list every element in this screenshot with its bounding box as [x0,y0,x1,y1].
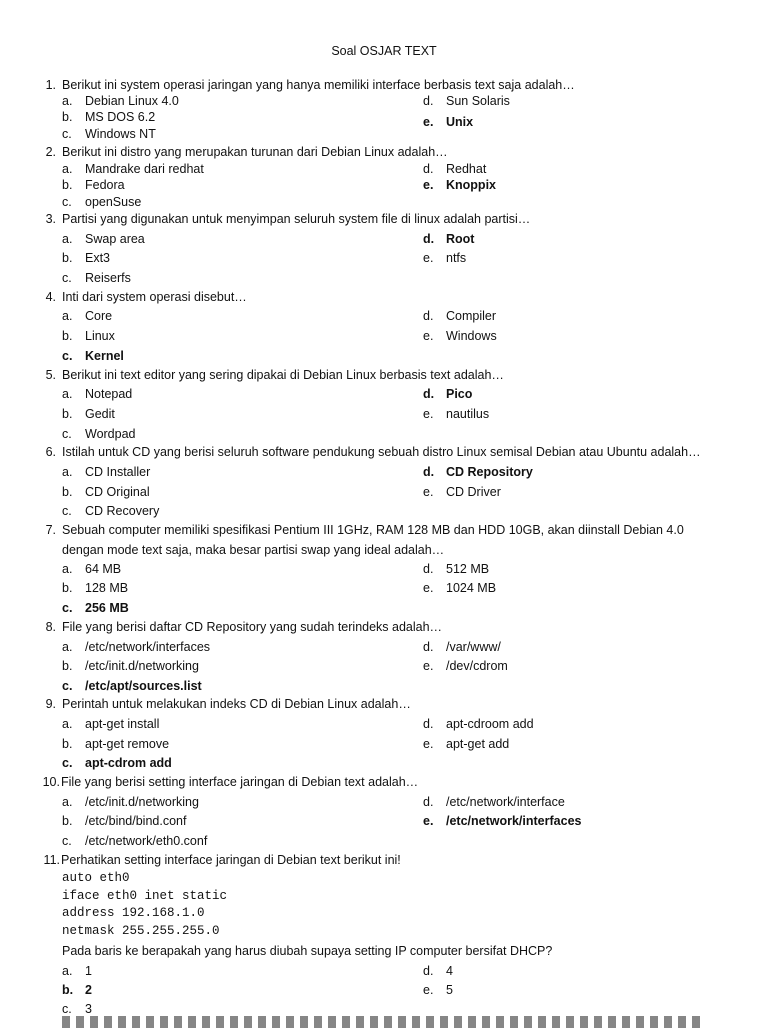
option-letter: a. [62,562,73,576]
answer-option-d[interactable] [423,387,472,401]
answer-option-d[interactable] [423,309,496,323]
question-text: File yang berisi daftar CD Repository yang sudah terindeks adalah… [62,620,443,634]
answer-option-c[interactable] [62,756,172,770]
answer-option-a[interactable] [62,640,210,654]
option-text: 512 MB [446,562,490,576]
answer-option-e[interactable] [423,329,497,343]
option-text: /etc/init.d/networking [85,795,199,809]
option-text: apt-get remove [85,737,170,751]
option-letter: d. [423,795,434,809]
option-text: Debian Linux 4.0 [85,94,179,108]
option-text: Unix [446,115,474,129]
question-number: 3. [45,212,56,226]
option-letter: d. [423,309,434,323]
answer-option-e[interactable] [423,659,508,673]
option-text: Knoppix [446,178,496,192]
option-letter: e. [423,115,434,129]
answer-option-c[interactable] [62,834,207,848]
config-code-line: netmask 255.255.255.0 [62,924,220,938]
answer-option-e[interactable] [423,407,489,421]
option-letter: c. [62,195,72,209]
answer-option-a[interactable] [62,465,150,479]
answer-option-c[interactable] [62,127,156,141]
option-text: 3 [85,1002,92,1016]
answer-option-e[interactable] [423,485,501,499]
option-letter: a. [62,387,73,401]
option-letter: e. [423,329,434,343]
option-text: CD Original [85,485,150,499]
option-letter: e. [423,737,434,751]
option-text: 256 MB [85,601,129,615]
question-text: Partisi yang digunakan untuk menyimpan seluruh system file di linux adalah partisi… [62,212,531,226]
option-letter: b. [62,329,73,343]
question-number: 1. [45,78,56,92]
answer-option-b[interactable] [62,329,115,343]
option-letter: e. [423,983,434,997]
answer-option-c[interactable] [62,349,124,363]
option-text: /etc/network/interfaces [85,640,211,654]
option-text: 64 MB [85,562,122,576]
option-text: Redhat [446,162,487,176]
answer-option-b[interactable] [62,581,128,595]
option-letter: b. [62,737,73,751]
option-text: Reiserfs [85,271,131,285]
answer-option-d[interactable] [423,162,486,176]
question-text: Berikut ini distro yang merupakan turunan dari Debian Linux adalah… [62,145,448,159]
option-text: Root [446,232,475,246]
option-text: Core [85,309,113,323]
option-letter: e. [423,581,434,595]
option-letter: e. [423,814,434,828]
answer-option-b[interactable] [62,407,115,421]
answer-option-e[interactable] [423,737,509,751]
answer-option-b[interactable] [62,178,125,192]
option-text: /etc/init.d/networking [85,659,199,673]
answer-option-a[interactable] [62,562,121,576]
option-text: /etc/bind/bind.conf [85,814,187,828]
option-text: apt-get add [446,737,510,751]
answer-option-c[interactable] [62,1002,92,1016]
question-text: Berikut ini text editor yang sering dipakai di Debian Linux berbasis text adalah… [62,368,504,382]
option-letter: a. [62,795,73,809]
answer-option-b[interactable] [62,814,186,828]
option-letter: c. [62,504,72,518]
question-number: 7. [45,523,56,537]
answer-option-d[interactable] [423,465,533,479]
answer-option-b[interactable] [62,110,155,124]
answer-option-c[interactable] [62,195,141,209]
question-followup-text: Pada baris ke berapakah yang harus diubah supaya setting IP computer bersifat DHCP? [62,944,553,958]
option-text: /var/www/ [446,640,501,654]
option-text: Fedora [85,178,125,192]
answer-option-d[interactable] [423,232,474,246]
option-text: CD Driver [446,485,501,499]
option-text: MS DOS 6.2 [85,110,156,124]
answer-option-e[interactable] [423,115,473,129]
option-letter: d. [423,964,434,978]
option-letter: b. [62,983,74,997]
option-letter: e. [423,485,434,499]
option-text: Swap area [85,232,145,246]
option-text: nautilus [446,407,490,421]
config-code-line: auto eth0 [62,871,130,885]
answer-option-d[interactable] [423,562,489,576]
answer-option-b[interactable] [62,737,169,751]
option-letter: d. [423,387,435,401]
answer-option-a[interactable] [62,717,159,731]
option-letter: b. [62,407,73,421]
option-letter: a. [62,964,73,978]
cut-off-text-line [62,1016,702,1028]
option-letter: b. [62,659,73,673]
option-letter: d. [423,640,434,654]
option-text: Wordpad [85,427,136,441]
answer-option-e[interactable] [423,814,581,828]
option-letter: c. [62,756,73,770]
answer-option-d[interactable] [423,640,501,654]
answer-option-a[interactable] [62,387,132,401]
answer-option-d[interactable] [423,795,565,809]
answer-option-a[interactable] [62,94,179,108]
option-text: 5 [446,983,453,997]
option-text: 1024 MB [446,581,497,595]
answer-option-e[interactable] [423,983,453,997]
question-text: dengan mode text saja, maka besar partisi swap yang ideal adalah… [62,543,445,557]
option-letter: a. [62,640,73,654]
config-code-line: address 192.168.1.0 [62,906,205,920]
option-text: 128 MB [85,581,129,595]
option-text: 4 [446,964,453,978]
option-text: apt-cdroom add [446,717,534,731]
option-letter: c. [62,679,73,693]
question-text: Istilah untuk CD yang berisi seluruh software pendukung sebuah distro Linux semisal Debian atau Ubuntu adalah… [62,445,701,459]
answer-option-e[interactable] [423,178,496,192]
option-text: CD Recovery [85,504,160,518]
option-text: Sun Solaris [446,94,510,108]
answer-option-b[interactable] [62,485,150,499]
option-text: Mandrake dari redhat [85,162,204,176]
option-letter: d. [423,94,434,108]
option-letter: c. [62,834,72,848]
option-text: /etc/network/eth0.conf [85,834,208,848]
question-number: 10. [42,775,60,789]
option-text: Gedit [85,407,115,421]
question-text: Berikut ini system operasi jaringan yang hanya memiliki interface berbasis text saja adalah… [62,78,575,92]
answer-option-c[interactable] [62,427,136,441]
option-letter: b. [62,110,73,124]
option-letter: c. [62,127,72,141]
option-letter: c. [62,349,73,363]
option-letter: a. [62,309,73,323]
option-text: ntfs [446,251,467,265]
option-letter: c. [62,427,72,441]
option-letter: e. [423,178,434,192]
answer-option-c[interactable] [62,601,129,615]
option-text: Linux [85,329,115,343]
option-text: /etc/network/interface [446,795,565,809]
answer-option-b[interactable] [62,983,92,997]
option-letter: d. [423,717,434,731]
answer-option-b[interactable] [62,659,199,673]
option-text: openSuse [85,195,142,209]
option-text: /etc/apt/sources.list [85,679,202,693]
config-code-line: iface eth0 inet static [62,889,228,903]
question-text: Sebuah computer memiliki spesifikasi Pentium III 1GHz, RAM 128 MB dan HDD 10GB, akan diinstall Debian 4.0 [62,523,684,537]
option-letter: e. [423,407,434,421]
page-title: Soal OSJAR TEXT [331,44,437,58]
answer-option-c[interactable] [62,679,202,693]
option-letter: e. [423,251,434,265]
option-text: /etc/network/interfaces [446,814,582,828]
option-letter: d. [423,162,434,176]
question-number: 6. [45,445,56,459]
option-letter: b. [62,251,73,265]
question-text: File yang berisi setting interface jaringan di Debian text adalah… [61,775,419,789]
answer-option-c[interactable] [62,271,131,285]
option-text: Ext3 [85,251,111,265]
question-text: Inti dari system operasi disebut… [62,290,247,304]
answer-option-b[interactable] [62,251,110,265]
option-text: apt-get install [85,717,160,731]
option-text: apt-cdrom add [85,756,172,770]
option-text: Pico [446,387,473,401]
option-letter: c. [62,1002,72,1016]
question-number: 8. [45,620,56,634]
answer-option-d[interactable] [423,94,510,108]
option-text: Windows [446,329,497,343]
option-text: Windows NT [85,127,156,141]
option-text: Compiler [446,309,497,323]
answer-option-c[interactable] [62,504,159,518]
option-letter: a. [62,162,73,176]
answer-option-a[interactable] [62,964,92,978]
option-letter: d. [423,232,435,246]
option-text: 1 [85,964,92,978]
question-number: 2. [45,145,56,159]
question-number: 11. [43,853,60,867]
option-letter: d. [423,562,434,576]
answer-option-e[interactable] [423,251,466,265]
answer-option-a[interactable] [62,232,145,246]
option-letter: b. [62,814,73,828]
option-letter: b. [62,581,73,595]
option-letter: c. [62,271,72,285]
answer-option-d[interactable] [423,964,453,978]
option-letter: a. [62,232,73,246]
option-text: Kernel [85,349,124,363]
answer-option-a[interactable] [62,162,204,176]
answer-option-a[interactable] [62,309,112,323]
option-letter: a. [62,94,73,108]
question-number: 9. [45,697,56,711]
question-number: 5. [45,368,56,382]
option-letter: b. [62,485,73,499]
answer-option-d[interactable] [423,717,534,731]
answer-option-e[interactable] [423,581,496,595]
option-letter: a. [62,465,73,479]
option-letter: b. [62,178,73,192]
option-text: Notepad [85,387,133,401]
question-text: Perintah untuk melakukan indeks CD di Debian Linux adalah… [62,697,411,711]
option-letter: a. [62,717,73,731]
answer-option-a[interactable] [62,795,199,809]
option-text: 2 [85,983,92,997]
option-letter: c. [62,601,73,615]
option-text: /dev/cdrom [446,659,508,673]
option-letter: d. [423,465,435,479]
option-text: CD Repository [446,465,533,479]
question-number: 4. [45,290,56,304]
option-letter: e. [423,659,434,673]
option-text: CD Installer [85,465,151,479]
question-text: Perhatikan setting interface jaringan di Debian text berikut ini! [61,853,401,867]
